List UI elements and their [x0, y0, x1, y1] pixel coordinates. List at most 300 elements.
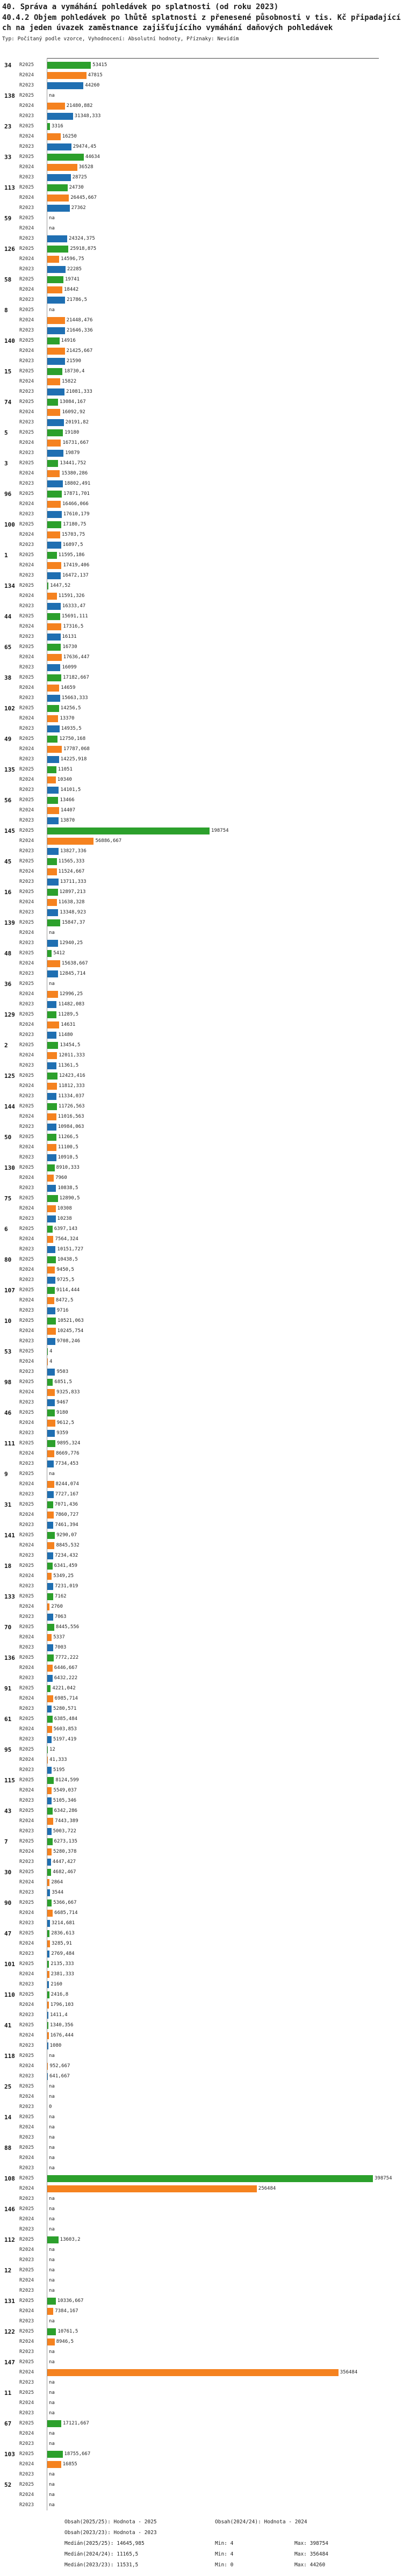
bar	[47, 1267, 55, 1273]
series-label: R2024	[19, 287, 34, 292]
bar-group	[0, 91, 403, 121]
bar	[47, 460, 58, 467]
value-label: 641,667	[49, 2074, 70, 2079]
bar-row	[0, 1694, 403, 1704]
bar-row	[0, 2398, 403, 2408]
value-label: 8472,5	[55, 1298, 74, 1303]
category-label: 147	[4, 2359, 15, 2366]
plot-top-axis	[47, 58, 379, 59]
bar-group	[0, 1132, 403, 1163]
bar-row	[0, 1459, 403, 1469]
bar-row	[0, 336, 403, 346]
category-label: 5	[4, 429, 8, 436]
bar	[47, 1899, 52, 1906]
bar-row	[0, 458, 403, 469]
bar-row	[0, 1438, 403, 1449]
bar-group	[0, 979, 403, 1010]
value-label: 9325,833	[56, 1390, 80, 1395]
bar	[47, 2063, 48, 2070]
bar-group	[0, 734, 403, 765]
bar	[47, 776, 56, 783]
bar	[47, 1113, 56, 1120]
bar-row	[0, 836, 403, 846]
bar	[47, 429, 63, 436]
bar-row	[0, 1336, 403, 1347]
series-label: R2025	[19, 185, 34, 190]
value-label: 21448,476	[66, 318, 93, 323]
value-label: 6985,714	[54, 1696, 78, 1701]
bar	[47, 164, 77, 171]
value-label: 11726,563	[58, 1104, 85, 1109]
bar-group	[0, 673, 403, 703]
legend-min: Min: 4	[215, 2541, 234, 2546]
value-label: 12011,333	[59, 1053, 85, 1058]
series-label: R2025	[19, 2114, 34, 2120]
bar-row	[0, 2245, 403, 2255]
bar-row	[0, 1102, 403, 1112]
series-label: R2023	[19, 1982, 34, 1987]
bar-group	[0, 1653, 403, 1683]
bar	[47, 1879, 49, 1886]
series-label: R2025	[19, 1012, 34, 1017]
category-label: 2	[4, 1042, 8, 1049]
legend-median: Medián(2025/25): 14645,985	[64, 2541, 145, 2546]
series-label: R2024	[19, 777, 34, 782]
bar	[47, 184, 68, 191]
category-label: 75	[4, 1195, 12, 1202]
bar-row	[0, 1653, 403, 1663]
series-label: R2024	[19, 103, 34, 109]
bar-row	[0, 948, 403, 959]
bar-group	[0, 1806, 403, 1837]
series-label: R2024	[19, 1175, 34, 1181]
value-label: na	[49, 2217, 55, 2222]
bar-row	[0, 1408, 403, 1418]
bar	[47, 838, 93, 845]
value-label: 5280,571	[53, 1706, 77, 1711]
series-label: R2023	[19, 205, 34, 211]
bar-row	[0, 2449, 403, 2459]
bar	[47, 1369, 55, 1376]
value-label: 15703,75	[61, 532, 85, 537]
bar	[47, 143, 71, 150]
category-label: 45	[4, 858, 12, 865]
legend-line	[0, 2538, 403, 2549]
series-label: R2025	[19, 1379, 34, 1385]
series-label: R2023	[19, 1093, 34, 1099]
bar-row	[0, 285, 403, 295]
bar-group	[0, 1377, 403, 1408]
value-label: 5366,667	[53, 1900, 77, 1905]
bar-group	[0, 703, 403, 734]
value-label: 21480,882	[66, 103, 93, 109]
bar-group	[0, 2051, 403, 2082]
value-label: 7734,453	[55, 1461, 79, 1466]
series-label: R2024	[19, 1390, 34, 1395]
bar-row	[0, 1632, 403, 1643]
series-label: R2024	[19, 2063, 34, 2069]
bar-row	[0, 2051, 403, 2061]
series-label: R2024	[19, 1267, 34, 1272]
series-label: R2025	[19, 2359, 34, 2365]
series-label: R2023	[19, 389, 34, 394]
bar	[47, 1287, 55, 1294]
series-label: R2023	[19, 1798, 34, 1803]
value-label: 9359	[56, 1430, 68, 1436]
series-label: R2025	[19, 981, 34, 987]
bar	[47, 1940, 50, 1947]
category-label: 70	[4, 1624, 12, 1631]
series-label: R2024	[19, 440, 34, 445]
series-label: R2023	[19, 1920, 34, 1926]
bar-row	[0, 632, 403, 642]
value-label: na	[49, 2247, 55, 2253]
bar	[47, 828, 210, 834]
value-label: 12996,25	[59, 991, 83, 997]
bar-group	[0, 60, 403, 91]
series-label: R2024	[19, 2125, 34, 2130]
series-label: R2024	[19, 1635, 34, 1640]
value-label: na	[49, 981, 55, 987]
value-label: 18755,667	[64, 2451, 91, 2457]
value-label: 5412	[53, 951, 65, 956]
bar-row	[0, 2235, 403, 2245]
value-label: 11051	[57, 767, 73, 772]
bar-group	[0, 1163, 403, 1193]
bar	[47, 480, 63, 487]
value-label: 1676,444	[50, 2033, 74, 2038]
value-label: 14407	[60, 808, 75, 813]
series-label: R2024	[19, 2002, 34, 2007]
value-label: 15380,286	[61, 471, 88, 476]
series-label: R2024	[19, 1512, 34, 1517]
bar	[47, 746, 62, 753]
bar	[47, 1981, 49, 1988]
bar-row	[0, 1132, 403, 1142]
series-label: R2025	[19, 675, 34, 680]
series-label: R2024	[19, 2370, 34, 2375]
bar	[47, 2298, 56, 2305]
series-label: R2024	[19, 869, 34, 874]
value-label: 17636,447	[63, 654, 90, 660]
series-label: R2023	[19, 1829, 34, 1834]
bar	[47, 2420, 61, 2427]
series-label: R2023	[19, 1308, 34, 1313]
value-label: 7231,019	[54, 1584, 78, 1589]
category-label: 67	[4, 2420, 12, 2427]
bar-row	[0, 1898, 403, 1908]
bar	[47, 1134, 56, 1141]
bar	[47, 1430, 55, 1437]
bar-row	[0, 611, 403, 622]
series-label: R2025	[19, 307, 34, 313]
bar-group	[0, 1438, 403, 1469]
series-label: R2024	[19, 318, 34, 323]
series-label: R2023	[19, 1890, 34, 1895]
bar	[47, 807, 59, 814]
bar-row	[0, 2112, 403, 2122]
bar-group	[0, 1102, 403, 1132]
value-label: 7461,394	[55, 1522, 78, 1528]
value-label: 47815	[88, 73, 103, 78]
legend-max: Max: 356484	[294, 2551, 328, 2557]
category-label: 61	[4, 1716, 12, 1723]
bar-row	[0, 826, 403, 836]
bar	[47, 409, 60, 416]
bar	[47, 1951, 49, 1958]
bar	[47, 1042, 58, 1049]
bar-row	[0, 938, 403, 948]
bar-row	[0, 1500, 403, 1510]
bar	[47, 2032, 49, 2039]
series-label: R2024	[19, 1481, 34, 1487]
series-label: R2024	[19, 1818, 34, 1824]
legend-max: Max: 44260	[294, 2562, 326, 2568]
legend-content-item: Obsah(2025/25): Hodnota - 2025	[64, 2519, 157, 2525]
bar	[47, 1205, 56, 1212]
bar	[47, 1593, 53, 1600]
bar	[47, 256, 59, 263]
bar-row	[0, 91, 403, 101]
legend	[0, 2517, 403, 2573]
bar	[47, 1654, 54, 1661]
bar-group	[0, 1929, 403, 1959]
bar	[47, 154, 84, 161]
bar	[47, 2175, 373, 2182]
bar-row	[0, 1091, 403, 1102]
category-label: 11	[4, 2390, 12, 2397]
bar-row	[0, 1490, 403, 1500]
category-label: 8	[4, 307, 8, 314]
value-label: 16897,5	[62, 542, 83, 548]
value-label: 11289,5	[58, 1012, 79, 1017]
series-label: R2025	[19, 1165, 34, 1170]
bar-row	[0, 1153, 403, 1163]
series-label: R2025	[19, 2206, 34, 2212]
value-label: 10910,5	[57, 1155, 78, 1160]
series-label: R2024	[19, 685, 34, 690]
series-label: R2023	[19, 1645, 34, 1650]
bar	[47, 1481, 54, 1488]
series-label: R2025	[19, 552, 34, 558]
bar-group	[0, 1775, 403, 1806]
value-label: 6341,459	[54, 1563, 77, 1568]
bar	[47, 521, 61, 528]
bar-group	[0, 2020, 403, 2051]
value-label: 14225,918	[60, 757, 87, 762]
bar-row	[0, 1275, 403, 1285]
series-label: R2023	[19, 2257, 34, 2263]
series-label: R2024	[19, 808, 34, 813]
series-label: R2023	[19, 113, 34, 119]
value-label: 13466	[60, 797, 75, 803]
bar-row	[0, 601, 403, 611]
series-label: R2024	[19, 1788, 34, 1793]
series-label: R2024	[19, 2339, 34, 2344]
category-label: 139	[4, 919, 15, 926]
bar-row	[0, 1255, 403, 1265]
bar-row	[0, 1306, 403, 1316]
bar-row	[0, 1122, 403, 1132]
series-label: R2023	[19, 971, 34, 976]
bar-row	[0, 132, 403, 142]
value-label: 16099	[62, 665, 77, 670]
value-label: 21786,5	[67, 297, 88, 303]
legend-max: Max: 398754	[294, 2541, 328, 2546]
bar-row	[0, 1806, 403, 1816]
bar-row	[0, 1888, 403, 1898]
series-label: R2023	[19, 1155, 34, 1160]
series-label: R2025	[19, 2176, 34, 2181]
value-label: 16131	[62, 634, 77, 639]
series-label: R2023	[19, 695, 34, 701]
series-label: R2024	[19, 1022, 34, 1027]
category-label: 25	[4, 2083, 12, 2090]
bar	[47, 1491, 54, 1498]
value-label: 41,333	[49, 1757, 67, 1762]
value-label: 14596,75	[61, 256, 84, 262]
value-label: 14256,5	[60, 706, 81, 711]
legend-line	[0, 2560, 403, 2571]
bar-row	[0, 1949, 403, 1959]
value-label: 20191,82	[65, 420, 89, 425]
series-label: R2023	[19, 2502, 34, 2508]
series-label: R2023	[19, 787, 34, 793]
bar	[47, 348, 65, 355]
bar	[47, 1124, 56, 1131]
value-label: 9180	[56, 1410, 68, 1415]
bar	[47, 572, 61, 579]
bar	[47, 1512, 54, 1519]
bar	[47, 756, 59, 763]
value-label: 16730	[62, 644, 77, 650]
bar-row	[0, 2316, 403, 2327]
bar-row	[0, 520, 403, 530]
series-label: R2024	[19, 409, 34, 415]
bar	[47, 787, 59, 794]
value-label: 16092,92	[62, 409, 85, 415]
category-label: 38	[4, 674, 12, 681]
bar	[47, 1164, 55, 1171]
series-label: R2025	[19, 62, 34, 68]
bar	[47, 868, 57, 875]
value-label: 22285	[67, 267, 82, 272]
value-label: na	[49, 2502, 55, 2508]
value-label: 8244,074	[55, 1481, 79, 1487]
bar	[47, 1440, 55, 1447]
category-label: 103	[4, 2451, 15, 2458]
value-label: na	[49, 2288, 55, 2293]
bar	[47, 2451, 63, 2458]
bar	[47, 582, 48, 589]
bar-row	[0, 969, 403, 979]
series-label: R2024	[19, 1053, 34, 1058]
series-label: R2024	[19, 1971, 34, 1977]
bar	[47, 123, 50, 130]
bar-group	[0, 1622, 403, 1653]
category-label: 131	[4, 2298, 15, 2305]
bar	[47, 695, 60, 702]
bar	[47, 1093, 56, 1100]
bar-row	[0, 1418, 403, 1428]
bar	[47, 634, 61, 641]
legend-min: Min: 4	[215, 2551, 234, 2557]
value-label: na	[49, 2472, 55, 2477]
bar	[47, 1859, 51, 1866]
value-label: 21590	[66, 358, 81, 364]
value-label: 10245,754	[57, 1328, 84, 1334]
bar-row	[0, 305, 403, 315]
bar	[47, 960, 60, 967]
bar	[47, 246, 68, 253]
bar	[47, 491, 62, 498]
category-label: 134	[4, 582, 15, 589]
value-label: 8946,5	[56, 2339, 74, 2344]
bar	[47, 909, 58, 916]
value-label: 7443,389	[55, 1818, 78, 1824]
series-label: R2025	[19, 399, 34, 405]
bar	[47, 1573, 52, 1580]
series-label: R2025	[19, 1042, 34, 1048]
category-label: 115	[4, 1777, 15, 1784]
value-label: 7960	[55, 1175, 67, 1181]
bar	[47, 174, 71, 181]
bar-row	[0, 1010, 403, 1020]
chart-subtitle: 40.4.2 Objem pohledávek po lhůtě splatnosti z přenesené působnosti v tis. Kč připadajících na jeden úvazek zaměstnance zajišťujícího vymáhání daňových pohledávek	[2, 13, 401, 32]
bar-row	[0, 2439, 403, 2449]
bar	[47, 82, 83, 89]
value-label: 7003	[54, 1645, 67, 1650]
value-label: 31348,333	[74, 113, 101, 119]
bar-group	[0, 1193, 403, 1224]
bar-row	[0, 70, 403, 81]
series-label: R2025	[19, 2298, 34, 2304]
bar	[47, 337, 60, 344]
value-label: 5337	[53, 1635, 65, 1640]
bar-row	[0, 1398, 403, 1408]
series-label: R2024	[19, 1451, 34, 1456]
category-label: 113	[4, 184, 15, 191]
value-label: 15847,37	[62, 920, 85, 925]
category-label: 112	[4, 2236, 15, 2243]
bar-row	[0, 1571, 403, 1581]
series-label: R2025	[19, 124, 34, 129]
bar	[47, 1920, 50, 1927]
value-label: 10336,667	[57, 2298, 84, 2304]
bar-row	[0, 897, 403, 908]
bar-group	[0, 918, 403, 948]
value-label: 11361,5	[58, 1063, 79, 1068]
bar-row	[0, 2419, 403, 2429]
value-label: 1447,52	[50, 583, 71, 588]
bar	[47, 1256, 56, 1263]
series-label: R2024	[19, 73, 34, 78]
bar	[47, 1052, 57, 1059]
series-label: R2024	[19, 501, 34, 507]
bar-group	[0, 1040, 403, 1071]
category-label: 56	[4, 797, 12, 804]
value-label: 5549,037	[53, 1788, 77, 1793]
category-label: 6	[4, 1226, 8, 1233]
value-label: 11016,563	[57, 1114, 84, 1119]
value-label: 7772,222	[55, 1655, 79, 1660]
series-label: R2025	[19, 1992, 34, 1997]
bar-row	[0, 1704, 403, 1714]
bar	[47, 1379, 53, 1386]
series-label: R2025	[19, 2451, 34, 2457]
bar-group	[0, 550, 403, 581]
series-label: R2023	[19, 1767, 34, 1773]
